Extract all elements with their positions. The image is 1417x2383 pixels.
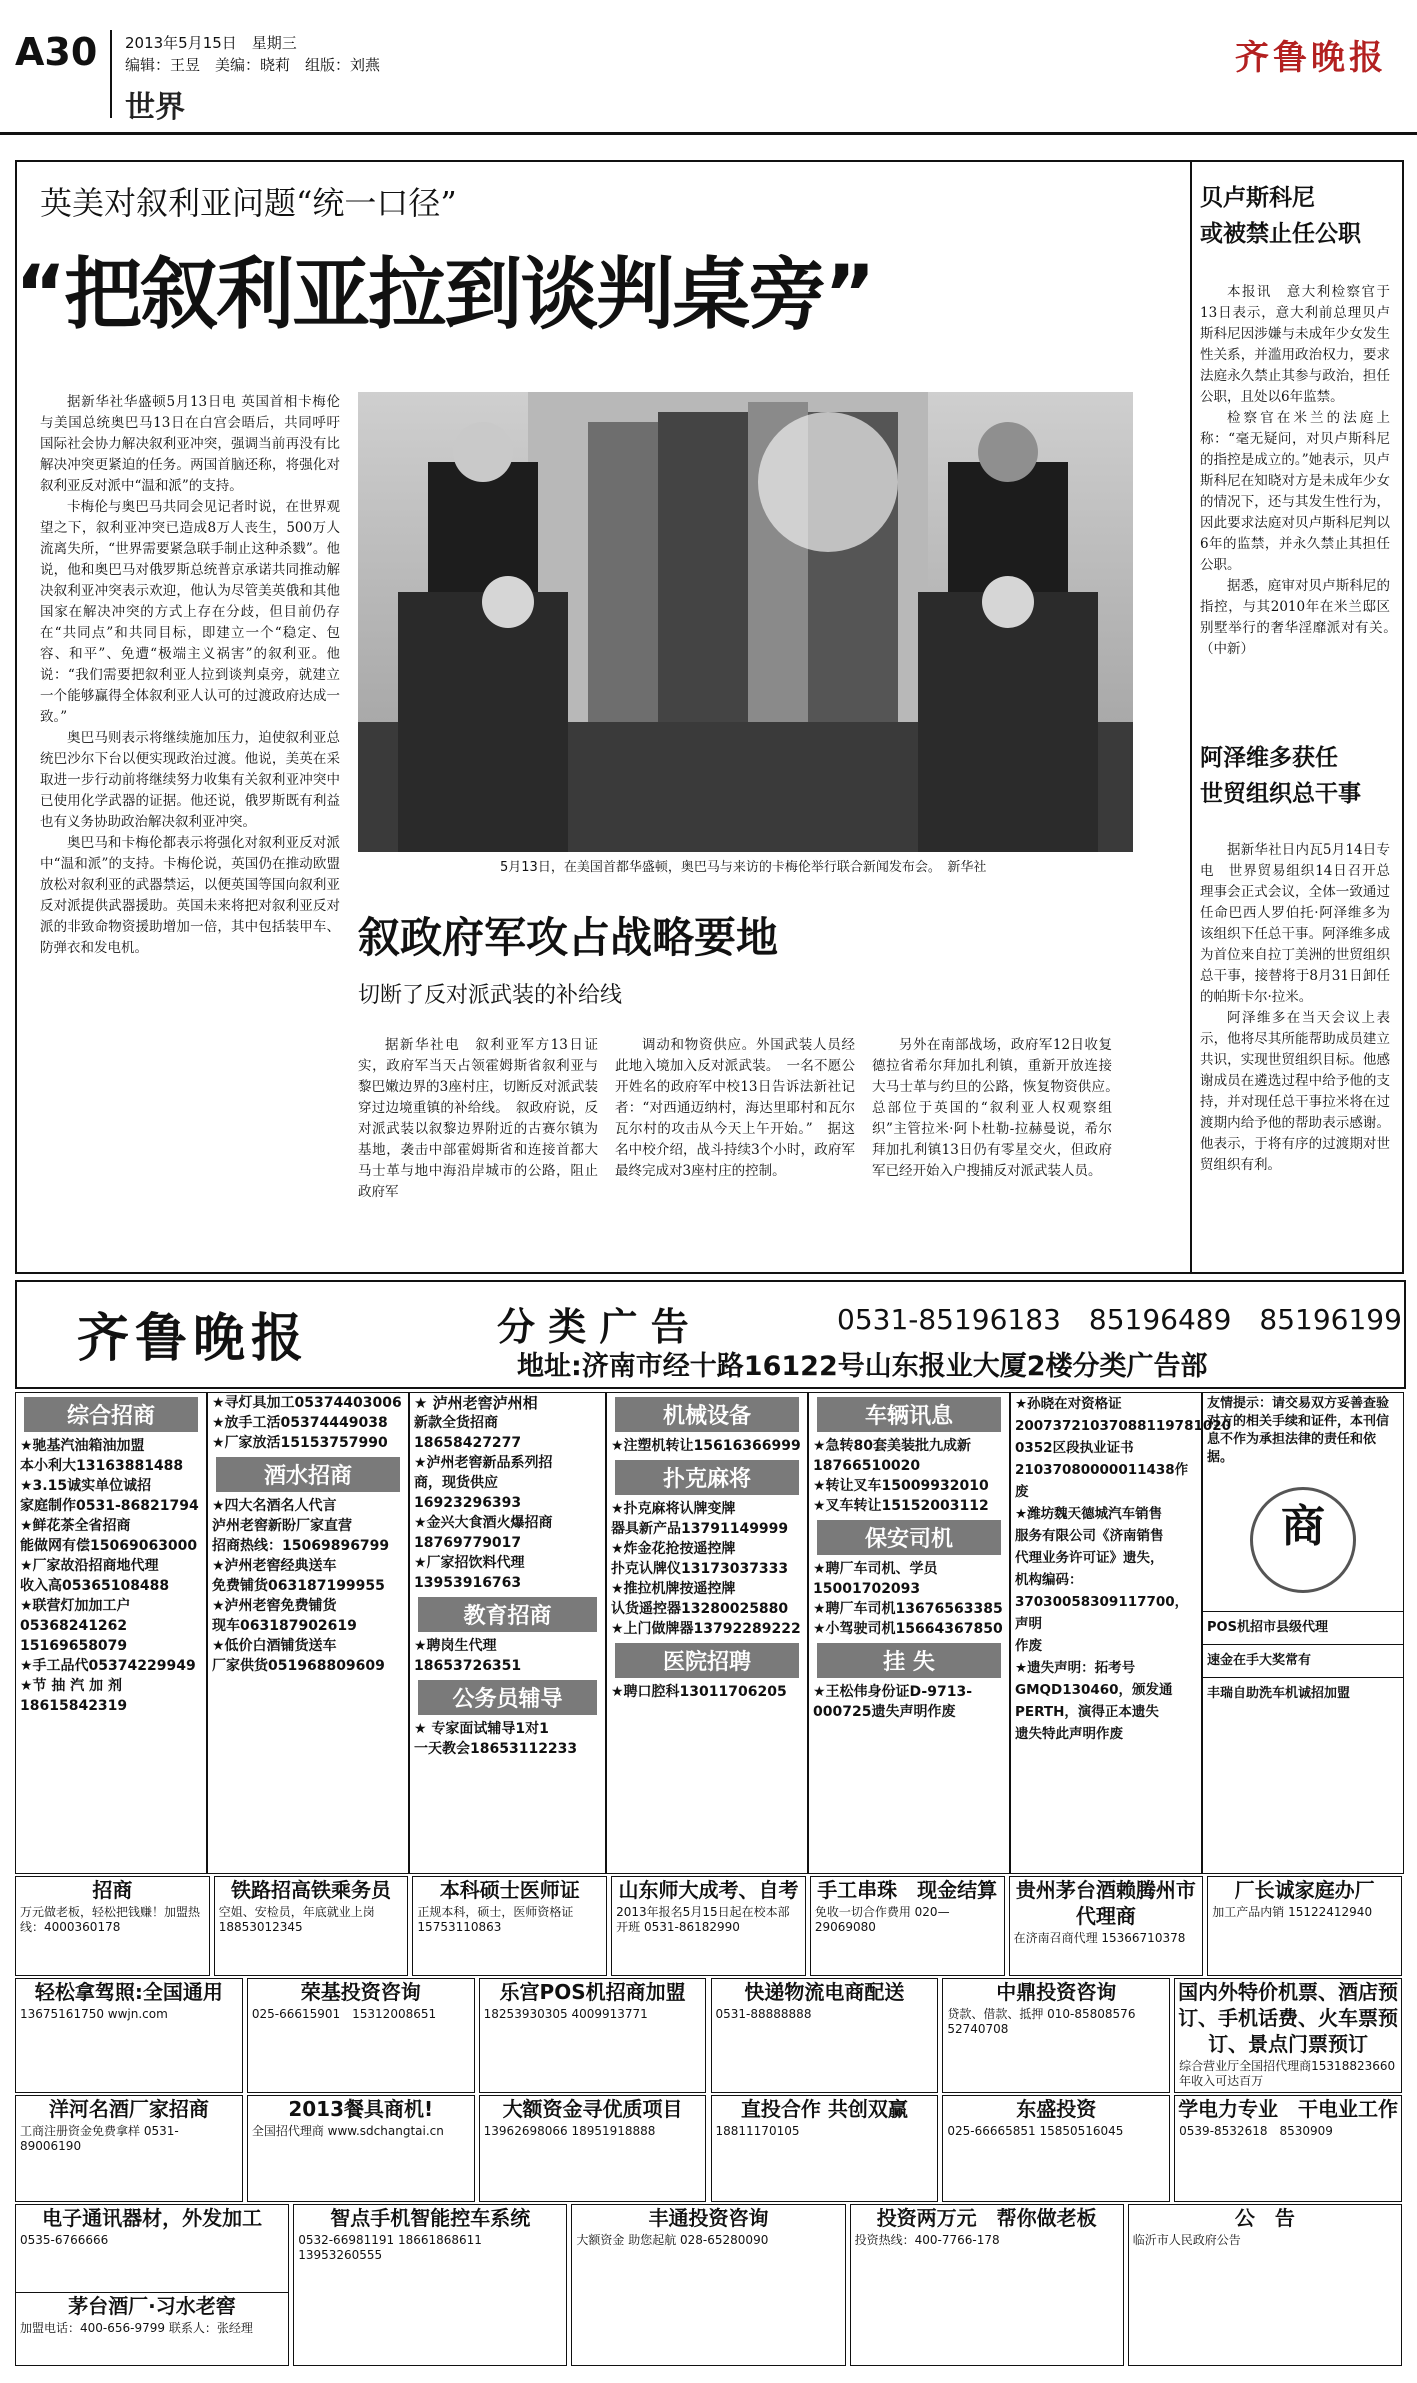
ad-line: ★泸州老窖经典送车 [212,1558,337,1574]
category-title: 医院招聘 [615,1643,799,1678]
title-line: 贝卢斯科尼 [1200,185,1315,211]
ad-line: 现车063187902619 [212,1618,357,1634]
classified-ad [611,1876,806,1976]
banner-brand: 齐鲁晚报 [77,1308,310,1369]
column-lines [410,1413,605,1593]
ad-text: 正规本科，硕士，医师资格证 15753110863 [417,1905,574,1934]
ad-line: ★扑克麻将认牌变牌 [611,1501,736,1517]
ad-line: ★转让叉车15009932010 [813,1478,989,1494]
ad-title: 丰通投资咨询 [648,2206,769,2230]
ad-line: 机构编码： [1015,1572,1083,1588]
header-rule [0,132,1417,135]
ad-title: 中鼎投资咨询 [996,1980,1117,2004]
ad-text: 综合营业厅全国招代理商15318823660 年收入可达百万 [1179,2059,1396,2088]
classified-ad [1174,2095,1402,2202]
banner-label: 分 类 广 告 [497,1304,689,1349]
ad-line: ★放手工活05374449038 [212,1415,388,1431]
header-info [125,32,380,76]
ad-column-7 [1202,1392,1404,1874]
ad-title: 国内外特价机票、酒店预订、手机话费、火车票预订、景点门票预订 [1178,1980,1399,2056]
ad-text: 在济南召商代理 15366710378 [1013,1931,1186,1945]
ad-text: 0532-66981191 18661868611 13953260555 [298,2233,494,2262]
category-title: 保安司机 [817,1520,1001,1555]
ad-line: ★泸州老窖免费铺货 [212,1598,337,1614]
classified-ad [711,2095,939,2202]
classified-ad [479,2095,707,2202]
ad-line: ★泸州老窖新品系列招 [414,1455,553,1471]
ad-title: 厂长诚家庭办厂 [1234,1878,1375,1902]
ad-line: 器具新产品13791149999 [611,1521,789,1537]
sub-body-col3: 另外在南部战场，政府军12日收复德拉省希尔拜加扎利镇，重新开放连接大马士革与约旦的公路，恢复物资供应。 总部位于英国的“叙利亚人权观察组织”主管拉米·阿卜杜勒-拉赫曼说，希尔拜加扎利镇13日仍有零星交火，但政府军已经开始入户搜捕反对派武装人员。 [872,1037,1126,1179]
paragraph: 据新华社日内瓦5月14日专电 世界贸易组织14日召开总理事会正式会议，全体一致通过任命巴西人罗伯托·阿泽维多为该组织下任总干事。阿泽维多成为首位来自拉丁美洲的世贸组织总干事，接替将于8月31日卸任的帕斯卡尔·拉米。 [1200,842,1390,1005]
classified-ad [15,1876,210,1976]
ad-title: 学电力专业 干电业工作 [1178,2097,1399,2121]
ad-line: ★孙晓在对资格证 [1015,1396,1122,1412]
ad-line: ★注塑机转让15616366999 [611,1438,801,1454]
article-body-col1 [40,392,340,1292]
ad-line: 21037080000011438作废 [1015,1462,1189,1500]
ad-line: ★聘口腔科13011706205 [611,1684,787,1700]
ad-text: 2013年报名5月15日起在校本部开班 0531-86182990 [616,1905,790,1934]
ad-text: 加工产品内销 15122412940 [1212,1905,1373,1919]
ad-title: 投资两万元 帮你做老板 [876,2206,1097,2230]
ad-line: ★金兴大食酒火爆招商 [414,1515,553,1531]
sub-body-col1: 据新华社电 叙利亚军方13日证实，政府军当天占领霍姆斯省叙利亚与黎巴嫩边界的3座村庄，切断反对派武装穿过边境重镇的补给线。 叙政府说，反对派武装以叙黎边界附近的古赛尔镇为基地，袭击中部霍姆斯省和连接首都大马士革与地中海沿岸城市的公路，阻止政府军 [358,1037,598,1200]
classified-ad [15,2292,289,2366]
ad-title: 荣基投资咨询 [300,1980,421,2004]
ad-text: 投资热线：400-7766-178 [854,2233,1000,2247]
ad-line: ★潍坊魏天德城汽车销售 [1015,1506,1163,1522]
ad-line: ★寻灯具加工05374403006 [212,1395,402,1411]
ad-line: 18769779017 [414,1535,522,1551]
ad-text: 工商注册资金免费拿样 0531-89006190 [20,2124,179,2153]
column-lines [809,1682,1009,1722]
article-headline: “把叙利亚拉到谈判桌旁” [15,250,874,340]
side-story2-title [1200,740,1361,812]
ad-line: 20073721037088119781020 [1015,1418,1232,1434]
title-line: 阿泽维多获任 [1200,745,1338,771]
ad-title: 手工串珠 现金结算 [817,1878,998,1902]
photo-illustration [358,392,1133,852]
column-lines [208,1393,408,1453]
ad-title: 轻松拿驾照:全国通用 [34,1980,223,2004]
ad-line: 免费铺货063187199955 [212,1578,385,1594]
ad-line: PERTH，演得正本遗失 [1015,1704,1159,1720]
header-divider [110,30,112,118]
classified-ad [711,1978,939,2093]
classified-ad [293,2204,567,2366]
ad-line: 商，现货供应16923296393 [414,1475,522,1511]
staff-line: 编辑：王昱 美编：晓莉 组版：刘燕 [125,56,381,74]
merchant-logo: 商 [1250,1487,1356,1593]
classified-ad [942,1978,1170,2093]
banner-phones: 0531-85196183 85196489 85196199 [837,1303,1402,1336]
title-line: 世贸组织总干事 [1200,781,1361,807]
ad-line: 速金在手大奖常有 [1203,1644,1403,1677]
ad-column-3 [409,1392,606,1874]
category-title: 公务员辅导 [418,1680,597,1715]
photo-caption: 5月13日，在美国首都华盛顿，奥巴马与来访的卡梅伦举行联合新闻发布会。 新华社 [500,860,987,875]
ad-line: 000725遗失声明作废 [813,1704,956,1720]
classified-ad [247,2095,475,2202]
ad-line: ★厂家招饮料代理 [414,1555,525,1571]
article-kicker: 英美对叙利亚问题“统一口径” [40,184,457,222]
ad-text: 加盟电话：400-656-9799 联系人：张经理 [20,2321,253,2335]
classified-ad [1128,2204,1402,2366]
ad-line: 家庭制作0531-86821794 [20,1498,199,1514]
ad-title: 大额资金寻优质项目 [502,2097,683,2121]
classified-ad [1009,1876,1204,1976]
ad-line: ★聘岗生代理18653726351 [414,1638,522,1674]
ad-line: 0352区段执业证书 [1015,1440,1134,1456]
ad-line: 认货遥控器13280025880 [611,1601,789,1617]
classified-ad [850,2204,1124,2366]
banner-address: 地址:济南市经十路16122号山东报业大厦2楼分类广告部 [517,1351,1208,1382]
column-lines [1011,1393,1232,1745]
category-title: 机械设备 [615,1397,799,1432]
ad-line: 13953916763 [414,1575,522,1591]
ad-line: ★小驾驶司机15664367850 [813,1621,1003,1637]
ad-line: ★炸金花抢按遥控牌 [611,1541,736,1557]
ad-text: 025-66615901 15312008651 [251,2007,437,2021]
ad-line: 新款全货招商18658427277 [414,1415,522,1451]
ad-text: 0535-6766666 [20,2233,109,2247]
ad-title: 电子通讯器材，外发加工 [42,2206,263,2230]
ad-line: 服务有限公司《济南销售 [1015,1528,1164,1544]
ad-line: ★鲜花茶全省招商 [20,1518,131,1534]
ad-line: ★推拉机牌按遥控牌 [611,1581,736,1597]
ad-text: 临沂市人民政府公告 [1132,2233,1241,2247]
ad-title: 智点手机智能控车系统 [330,2206,531,2230]
ad-line: ★手工品代05374229949 [20,1658,196,1674]
ad-line: 厂家供货051968809609 [212,1658,385,1674]
ad-line: ★四大名酒名人代言 [212,1498,337,1514]
ad-title: 东盛投资 [1016,2097,1097,2121]
newspaper-logo: 齐鲁晚报 [1235,38,1387,78]
ad-text: 贷款、借款、抵押 010-85808576 52740708 [947,2007,1148,2036]
ad-line: ★王松伟身份证D-9713- [813,1684,973,1700]
paragraph: 本报讯 意大利检察官于13日表示，意大利前总理贝卢斯科尼因涉嫌与未成年少女发生性关系，并滥用政治权力，要求法庭永久禁止其参与政治，担任公职，且处以6年监禁。 [1200,284,1390,405]
ad-line: 收入高05365108488 [20,1578,170,1594]
ad-text: 0531-88888888 [715,2007,812,2021]
ad-title: 茅台酒厂·习水老窖 [68,2294,236,2318]
classified-ad [479,1978,707,2093]
sub-headline: 叙政府军攻占战略要地 [358,913,779,962]
paragraph: 奥巴马和卡梅伦都表示将强化对叙利亚反对派中“温和派”的支持。卡梅伦说，英国仍在推动欧盟放松对叙利亚的武器禁运，以便英国等国向叙利亚反对派提供武器援助。英国未来将把对叙利亚反对派的非致命物资援助增加一倍，其中包括装甲车、防弹衣和发电机。 [40,835,340,956]
column-lines [607,1436,807,1456]
category-title: 扑克麻将 [615,1460,799,1495]
ad-title: 直投合作 共创双赢 [740,2097,908,2121]
column-lines [607,1499,807,1639]
classified-ad [15,1978,243,2093]
ad-line: ★厂家故沿招商地代理 [20,1558,159,1574]
classified-ad [810,1876,1005,1976]
ad-line: ★聘厂车司机、学员 [813,1561,938,1577]
ad-title: 贵州茅台酒赖腾州市代理商 [1015,1878,1196,1928]
ad-line: 18766510020 [813,1458,921,1474]
sub-body-col2: 调动和物资供应。外国武装人员经此地入境加入反对派武装。 一名不愿公开姓名的政府军中校13日告诉法新社记者：“对西通迈纳村，海达里耶村和瓦尔瓦尔村的攻击从今天上午开始。” 据这名中校介绍，战斗持续3个小时，政府军最终完成对3座村庄的控制。 [615,1037,855,1179]
ad-text: 18253930305 4009913771 [483,2007,648,2021]
classified-ad [942,2095,1170,2202]
ad-line: 扑克认牌仪13173037333 [611,1561,789,1577]
ad-text: 万元做老板，轻松把钱赚！加盟热线：4000360178 [20,1905,201,1934]
paragraph: 检察官在米兰的法庭上称：“毫无疑问，对贝卢斯科尼的指控是成立的。”她表示，贝卢斯科尼在知晓对方是未成年少女的情况下，还与其发生性行为，因此要求法庭对贝卢斯科尼判以6年的监禁，并永久禁止其担任公职。 [1200,410,1390,573]
classified-ad [247,1978,475,2093]
ad-line: ★驰基汽油箱油加盟 [20,1438,145,1454]
side-story1-title [1200,180,1361,252]
ad-line: 15001702093 [813,1581,921,1597]
ad-title: 铁路招高铁乘务员 [231,1878,392,1902]
ad-line: ★上门做牌器13792289222 [611,1621,801,1637]
ad-column-6 [1010,1392,1232,1874]
ad-title: 洋河名酒厂家招商 [48,2097,209,2121]
column-lines [809,1436,1009,1516]
classified-ad [571,2204,845,2366]
ads-banner [15,1280,1406,1389]
classified-ad [1174,1978,1402,2093]
paragraph: 据悉，庭审对贝卢斯科尼的指控，与其2010年在米兰邸区别墅举行的奢华淫靡派对有关。 （中新） [1200,578,1404,657]
page-number: A30 [15,30,98,74]
side-story2-body [1200,840,1390,1260]
ad-line: 37030058309117700，声明 [1015,1594,1189,1632]
ad-line: ★厂家放活15153757990 [212,1435,388,1451]
ad-line: ★联营灯加加工户 [20,1598,131,1614]
ad-title: 快递物流电商配送 [744,1980,905,2004]
sub-kicker: 切断了反对派武装的补给线 [358,983,623,1008]
ad-title: 乐宫POS机招商加盟 [499,1980,686,2004]
category-title: 酒水招商 [216,1457,400,1492]
column-lines [607,1682,807,1702]
classified-ad [1207,1876,1402,1976]
ad-line: 遗失特此声明作废 [1015,1726,1123,1742]
column-lines [410,1636,605,1676]
ad-line: 作废 [1015,1638,1042,1654]
ad-text: 13962698066 18951918888 [483,2124,656,2138]
category-title: 车辆讯息 [817,1397,1001,1432]
column-lines [1203,1611,1403,1710]
ad-text: 18811170105 [715,2124,800,2138]
category-title: 挂 失 [817,1643,1001,1678]
ad-text: 13675161750 wwjn.com [20,2007,168,2021]
classified-ad [412,1876,607,1976]
ad-line: 丰瑞自助洗车机诚招加盟 [1203,1677,1403,1710]
title-line: 或被禁止任公职 [1200,221,1361,247]
ad-line: ★遗失声明：拓考号 [1015,1660,1136,1676]
ad-column-1 [15,1392,207,1874]
ad-line: GMQD130460，颁发通 [1015,1682,1173,1698]
ad-title: 2013餐具商机! [288,2097,434,2121]
ad-line: ★低价白酒铺货送车 [212,1638,337,1654]
ad-line: 招商热线：15069896799 [212,1538,390,1554]
category-title: 综合招商 [24,1397,198,1432]
category-title: 教育招商 [418,1597,597,1632]
ad-title: 山东师大成考、自考 [618,1878,799,1902]
ad-column-5 [808,1392,1010,1874]
ad-text: 全国招代理商 www.sdchangtai.cn [251,2124,444,2138]
ad-column-4 [606,1392,808,1874]
classified-ad [15,2095,243,2202]
ad-title: 本科硕士医师证 [439,1878,580,1902]
ad-line: ★节 抽 汽 加 剂 [20,1678,123,1694]
ad-line: POS机招市县级代理 [1203,1611,1403,1644]
paragraph: 卡梅伦与奥巴马共同会见记者时说，在世界观望之下，叙利亚冲突已造成8万人丧生，500万人流离失所，“世界需要紧急联手制止这种杀戮”。他说，他和奥巴马对俄罗斯总统普京承诺共同推动解决叙利亚冲突表示欢迎，他认为尽管美英俄和其他国家在解决冲突的方式上存在分歧，但目前仍存在“共同点”和共同目标，即建立一个“稳定、包容、和平”、免遭“极端主义祸害”的叙利亚。他说：“我们需要把叙利亚人拉到谈判桌旁，就建立一个能够赢得全体叙利亚人认可的过渡政府达成一致。” [40,499,340,725]
classified-ad [214,1876,409,1976]
ad-line: ★叉车转让15152003112 [813,1498,989,1514]
column-lines [410,1719,605,1759]
ad-line: ★急转80套美装批九成新 [813,1438,972,1454]
ad-title: 招商 [92,1878,133,1902]
date-line: 2013年5月15日 星期三 [125,34,297,52]
press-conference-photo [358,392,1133,852]
ad-line: 本小利大13163881488 [20,1458,184,1474]
ad-text: 0539-8532618 8530909 [1179,2124,1333,2138]
ad-column-2 [207,1392,409,1874]
ad-line: 05368241262 15169658079 [20,1618,128,1654]
ad-line: ★3.15诚实单位诚招 [20,1478,152,1494]
ad-line: 能做网有偿15069063000 [20,1538,198,1554]
ad-line: 一天教会18653112233 [414,1741,578,1757]
ad-text: 025-66665851 15850516045 [947,2124,1124,2138]
ad-text: 空姐、安检员，年底就业上岗 18853012345 [218,1905,375,1934]
ad-title: 公 告 [1234,2206,1295,2230]
ad-line: ★聘厂车司机13676563385 [813,1601,1003,1617]
paragraph: 阿泽维多在当天会议上表示，他将尽其所能帮助成员建立共识，实现世贸组织目标。他感谢成员在遴选过程中给予他的支持，并对现任总干事拉米将在过渡期内给予他的帮助表示感谢。他表示，于将有序的过渡期对世贸组织有利。 [1200,1010,1390,1173]
column-lines [809,1559,1009,1639]
ad-line: 18615842319 [20,1698,128,1714]
section-title: 世界 [125,90,185,125]
ad-text: 大额资金 助您起航 028-65280090 [576,2233,769,2247]
paragraph: 奥巴马则表示将继续施加压力，迫使叙利亚总统巴沙尔下台以便实现政治过渡。他说，美英在采取进一步行动前将继续努力收集有关叙利亚冲突中已使用化学武器的证据。他还说，俄罗斯既有利益也有义务协助政治解决叙利亚冲突。 [40,730,340,830]
page-header [0,0,1417,135]
paragraph: 据新华社华盛顿5月13日电 英国首相卡梅伦与美国总统奥巴马13日在白宫会晤后，共同呼吁国际社会协力解决叙利亚冲突，强调当前再没有比解决冲突更紧迫的任务。两国首脑还称，将强化对叙利亚反对派中“温和派”的支持。 [40,394,340,494]
column-lines [16,1436,206,1716]
side-story1-body [1200,282,1404,702]
ad-line: ★ 泸州老窖泸州相 [414,1394,538,1412]
column-lines [208,1496,408,1676]
safety-notice: 友情提示：请交易双方妥善查验对方的相关手续和证件，本刊信息不作为承担法律的责任和依据。 [1207,1396,1390,1465]
ad-line: 泸州老窖新盼厂家直营 [212,1518,352,1534]
ad-text: 免收一切合作费用 020—29069080 [814,1905,950,1934]
ad-line: 代理业务许可证》遗失， [1015,1550,1164,1566]
ad-line: ★ 专家面试辅导1对1 [414,1721,549,1737]
